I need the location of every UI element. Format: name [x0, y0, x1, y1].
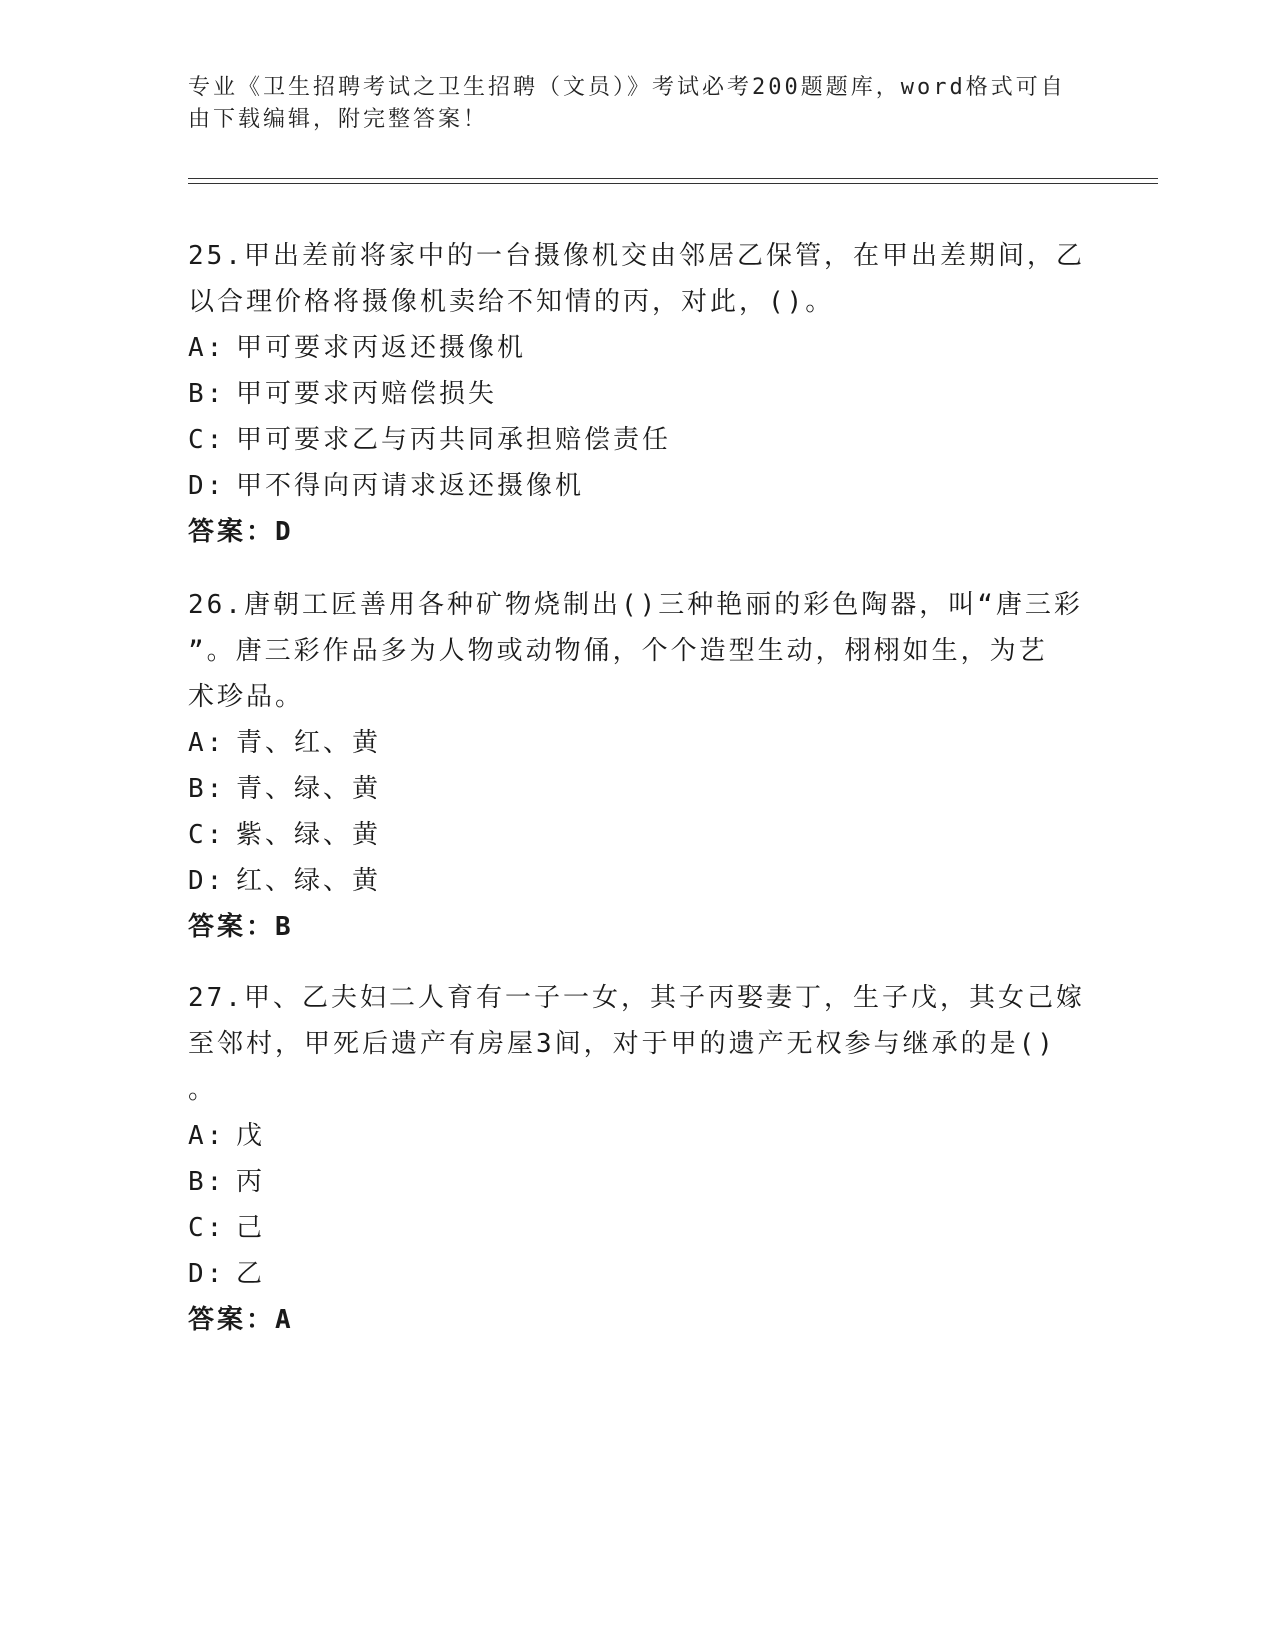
option-letter: D:: [188, 866, 226, 896]
option-a: [188, 720, 1093, 766]
question-27: [188, 975, 1093, 1343]
answer-line: 答案：D: [188, 517, 294, 547]
option-letter: A:: [188, 1121, 226, 1151]
option-b: [188, 766, 1093, 812]
document-header: [188, 72, 1088, 136]
header-divider: [188, 178, 1158, 184]
option-text: 甲不得向丙请求返还摄像机: [236, 471, 585, 501]
question-25: [188, 233, 1093, 555]
option-letter: B:: [188, 379, 226, 409]
answer-line: 答案：B: [188, 912, 294, 942]
option-letter: B:: [188, 774, 226, 804]
question-text-line: 26.唐朝工匠善用各种矿物烧制出()三种艳丽的彩色陶器，叫“唐三彩: [188, 590, 1083, 620]
option-letter: D:: [188, 471, 226, 501]
option-c: [188, 1205, 1093, 1251]
option-text: 甲可要求乙与丙共同承担赔偿责任: [236, 425, 672, 455]
option-b: [188, 1159, 1093, 1205]
question-text-line: 至邻村，甲死后遗产有房屋3间，对于甲的遗产无权参与继承的是(): [188, 1029, 1056, 1059]
option-b: [188, 371, 1093, 417]
option-d: [188, 1251, 1093, 1297]
option-text: 青、绿、黄: [236, 774, 382, 804]
option-text: 红、绿、黄: [236, 866, 382, 896]
option-d: [188, 858, 1093, 904]
option-letter: A:: [188, 728, 226, 758]
option-letter: C:: [188, 425, 226, 455]
option-text: 甲可要求丙返还摄像机: [236, 333, 527, 363]
option-letter: C:: [188, 820, 226, 850]
option-letter: B:: [188, 1167, 226, 1197]
question-text-line: 术珍品。: [188, 682, 305, 712]
option-letter: A:: [188, 333, 226, 363]
option-a: [188, 1113, 1093, 1159]
option-c: [188, 812, 1093, 858]
header-line-2: 由下载编辑，附完整答案！: [188, 107, 489, 132]
document-page: [188, 0, 1158, 1650]
header-line-1: 专业《卫生招聘考试之卫生招聘（文员）》考试必考200题题库，word格式可自: [188, 75, 1066, 100]
option-letter: D:: [188, 1259, 226, 1289]
option-text: 紫、绿、黄: [236, 820, 382, 850]
option-a: [188, 325, 1093, 371]
question-text-line: 。: [188, 1075, 218, 1105]
option-letter: C:: [188, 1213, 226, 1243]
question-text-line: 以合理价格将摄像机卖给不知情的丙，对此，()。: [188, 287, 835, 317]
option-text: 乙: [236, 1259, 266, 1289]
question-text-line: ”。唐三彩作品多为人物或动物俑，个个造型生动，栩栩如生，为艺: [188, 636, 1048, 666]
question-text-line: 27.甲、乙夫妇二人育有一子一女，其子丙娶妻丁，生子戊，其女己嫁: [188, 983, 1085, 1013]
question-text-line: 25.甲出差前将家中的一台摄像机交由邻居乙保管，在甲出差期间，乙: [188, 241, 1085, 271]
option-text: 甲可要求丙赔偿损失: [236, 379, 498, 409]
answer-line: 答案：A: [188, 1305, 294, 1335]
question-26: [188, 582, 1093, 950]
option-c: [188, 417, 1093, 463]
option-text: 青、红、黄: [236, 728, 382, 758]
option-text: 丙: [236, 1167, 266, 1197]
option-text: 己: [236, 1213, 266, 1243]
option-d: [188, 463, 1093, 509]
option-text: 戊: [236, 1121, 266, 1151]
